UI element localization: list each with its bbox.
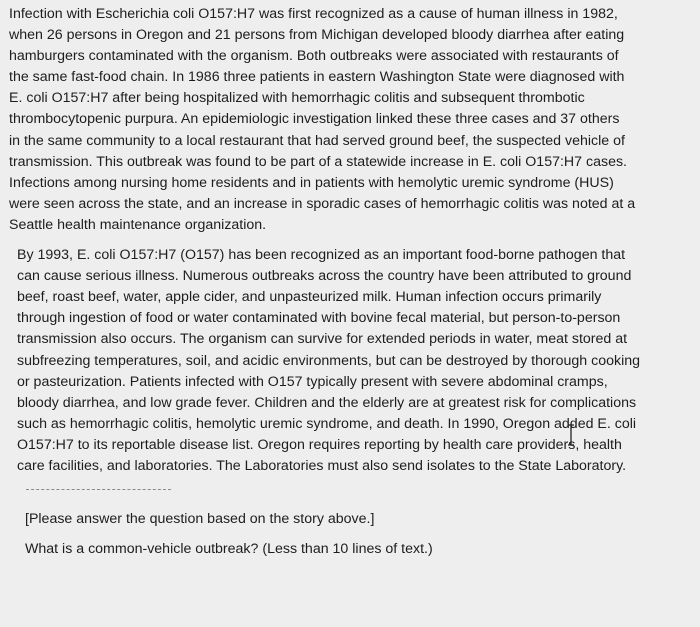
- section-divider: [26, 489, 171, 490]
- story-paragraph-1: Infection with Escherichia coli O157:H7 was first recognized as a cause of human illness in 1982, when 26 persons in Oregon and 21 persons from Michigan developed bloody diarrhea after eating hamburgers contaminated with the organism. Both outbreaks were associated with restaurants of the same fast-food chain. In 1986 three patients in eastern Washington State were diagnosed with E. coli O157:H7 after being hospitalized with hemorrhagic colitis and subsequent thrombotic thrombocytopenic purpura. An epidemiologic investigation linked these three cases and 37 others in the same community to a local restaurant that had served ground beef, the suspected vehicle of transmission. This outbreak was found to be part of a statewide increase in E. coli O157:H7 cases. Infections among nursing home residents and in patients with hemolytic uremic syndrome (HUS) were seen across the state, and an increase in sporadic cases of hemorrhagic colitis was noted at a Seattle health maintenance organization.: [9, 6, 636, 233]
- text-cursor-icon: [566, 424, 576, 446]
- instruction-text: [Please answer the question based on the story above.]: [25, 511, 375, 528]
- question-text: What is a common-vehicle outbreak? (Less than 10 lines of text.): [25, 541, 433, 558]
- story-paragraph-2: By 1993, E. coli O157:H7 (O157) has been recognized as an important food-borne pathogen that can cause serious illness. Numerous outbreaks across the country have been attributed to ground beef, roast beef, water, apple cider, and unpasteurized milk. Human infection occurs primarily through ingestion of food or water contaminated with bovine fecal material, but person-to-person transmission also occurs. The organism can survive for extended periods in water, meat stored at subfreezing temperatures, soil, and acidic environments, but can be destroyed by thorough cooking or pasteurization. Patients infected with O157 typically present with severe abdominal cramps, bloody diarrhea, and low grade fever. Children and the elderly are at greatest risk for complications such as hemorrhagic colitis, hemolytic uremic syndrome, and death. In 1990, Oregon added E. coli O157:H7 to its reportable disease list. Oregon requires reporting by health care providers, health care facilities, and laboratories. The Laboratories must also send isolates to the State Laboratory.: [17, 247, 641, 474]
